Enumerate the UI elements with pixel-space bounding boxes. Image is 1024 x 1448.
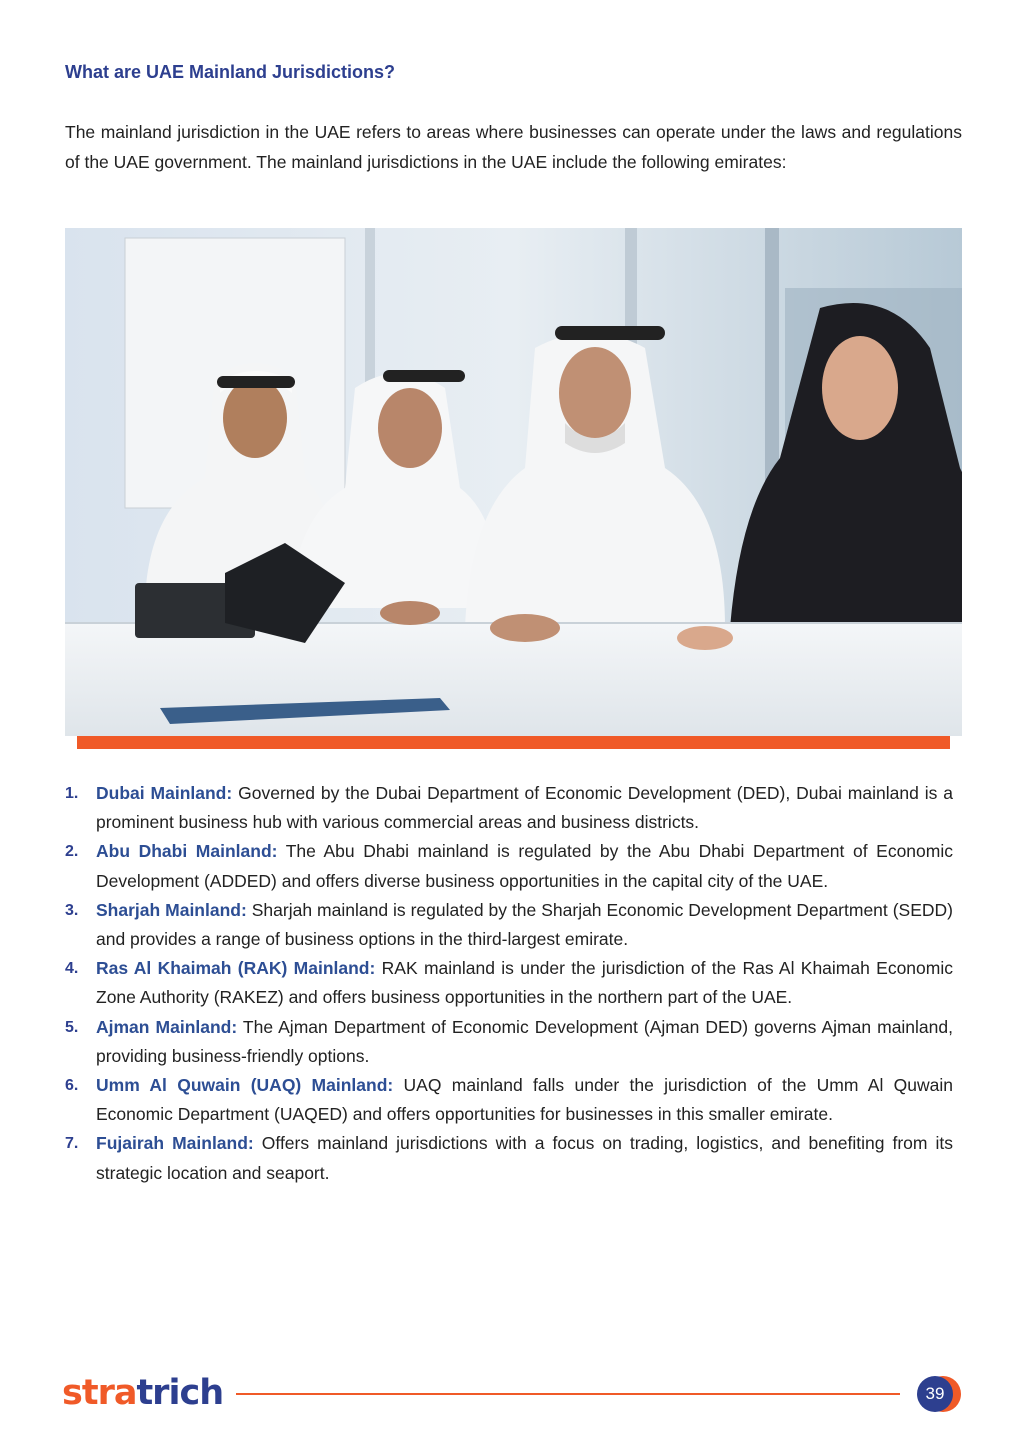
list-item-term: Fujairah Mainland: bbox=[96, 1133, 254, 1154]
list-item-text: Offers mainland jurisdictions with a focus on trading, logistics, and benefiting from its strategic location and seaport. bbox=[96, 1133, 953, 1183]
list-item-term: Umm Al Quwain (UAQ) Mainland: bbox=[96, 1075, 394, 1096]
list-item-text: RAK mainland is under the jurisdiction of the Ras Al Khaimah Economic Zone Authority (RAKEZ) and offers business opportunities in the northern part of the UAE. bbox=[96, 958, 953, 1008]
list-item bbox=[65, 1071, 953, 1129]
list-item-term: Ras Al Khaimah (RAK) Mainland: bbox=[96, 958, 376, 979]
logo-part-orange: stra bbox=[62, 1373, 137, 1413]
list-item-term: Ajman Mainland: bbox=[96, 1016, 238, 1037]
list-item bbox=[65, 954, 953, 1012]
footer-divider bbox=[236, 1393, 900, 1395]
list-item-term: Sharjah Mainland: bbox=[96, 899, 247, 920]
emirates-list bbox=[65, 779, 953, 1188]
list-item-text: Governed by the Dubai Department of Economic Development (DED), Dubai mainland is a prominent business hub with various commercial areas and business districts. bbox=[96, 783, 953, 833]
list-item-text: The Ajman Department of Economic Development (Ajman DED) governs Ajman mainland, providing business-friendly options. bbox=[96, 1016, 953, 1066]
list-item bbox=[65, 779, 953, 837]
intro-paragraph: The mainland jurisdiction in the UAE refers to areas where businesses can operate under the laws and regulations of the UAE government. The mainland jurisdictions in the UAE include the following emirates: bbox=[65, 122, 962, 172]
list-item-text: Sharjah mainland is regulated by the Sharjah Economic Development Department (SEDD) and provides a range of business options in the third-largest emirate. bbox=[96, 899, 953, 950]
meeting-photo bbox=[65, 228, 962, 736]
logo-part-blue: trich bbox=[136, 1373, 224, 1413]
list-item-number: 7. bbox=[65, 1135, 79, 1153]
list-item-term: Abu Dhabi Mainland: bbox=[96, 841, 278, 862]
list-item-number: 4. bbox=[65, 960, 79, 978]
stratrich-logo bbox=[62, 1372, 223, 1414]
page-heading: What are UAE Mainland Jurisdictions? bbox=[65, 62, 396, 82]
list-item-number: 1. bbox=[65, 785, 79, 802]
list-item-number: 3. bbox=[65, 901, 79, 919]
list-item-text: The Abu Dhabi mainland is regulated by the Abu Dhabi Department of Economic Development (ADDED) and offers diverse business opportunities in the capital city of the UAE. bbox=[96, 841, 953, 891]
list-item bbox=[65, 1129, 953, 1187]
page-number: 39 bbox=[917, 1376, 953, 1412]
list-item bbox=[65, 1013, 953, 1071]
list-item bbox=[65, 896, 953, 954]
list-item-term: Dubai Mainland: bbox=[96, 783, 233, 803]
page-number-badge bbox=[917, 1376, 961, 1412]
list-item-number: 6. bbox=[65, 1077, 79, 1095]
list-item-number: 2. bbox=[65, 843, 79, 861]
list-item-number: 5. bbox=[65, 1018, 79, 1036]
photo-accent-bar bbox=[77, 736, 950, 749]
list-item-text: UAQ mainland falls under the jurisdiction of the Umm Al Quwain Economic Department (UAQED) and offers opportunities for businesses in this smaller emirate. bbox=[96, 1075, 953, 1125]
list-item bbox=[65, 837, 953, 895]
